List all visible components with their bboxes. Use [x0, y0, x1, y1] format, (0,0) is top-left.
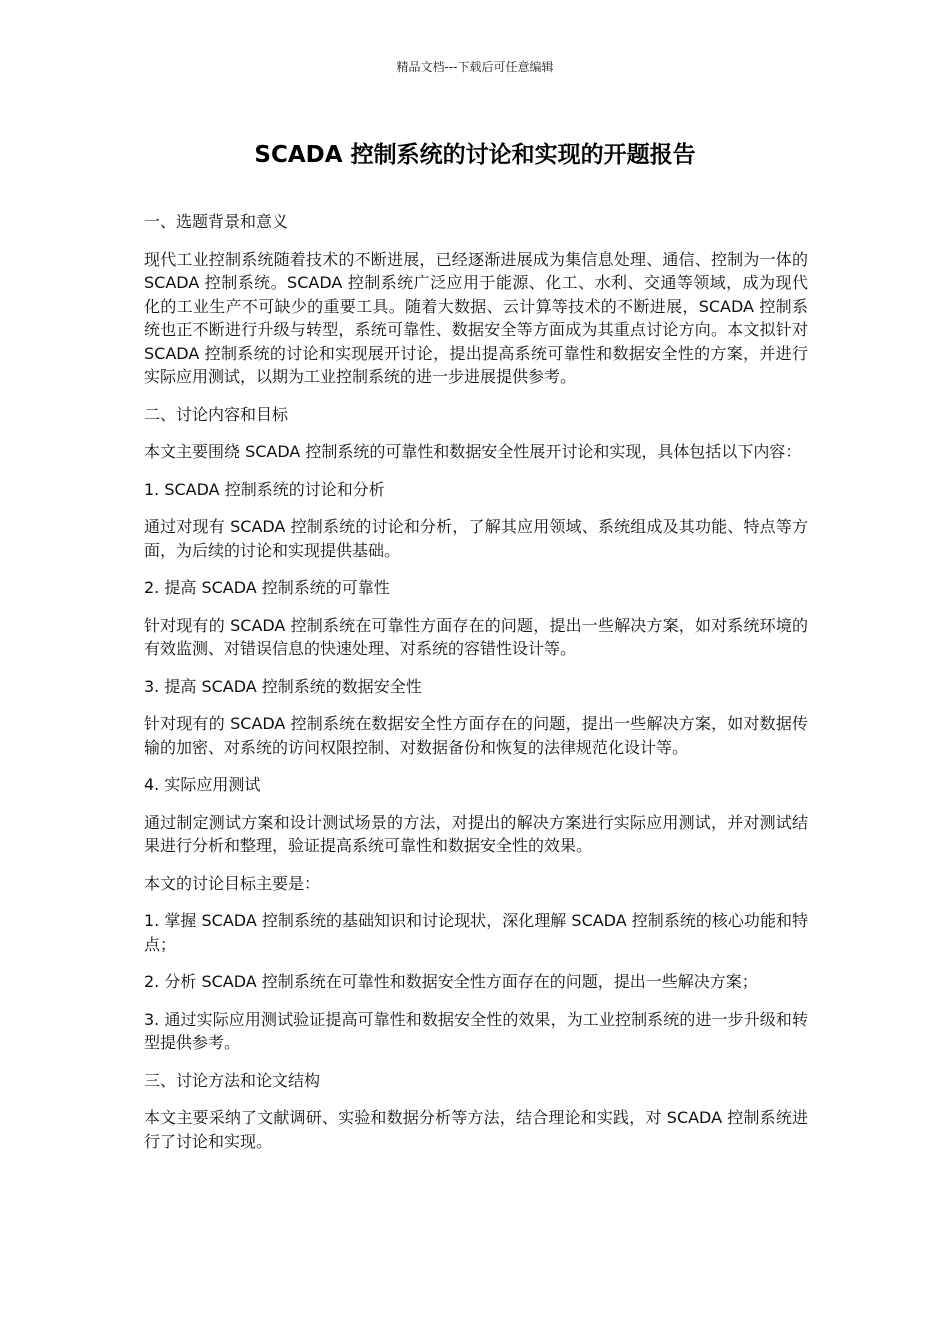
paragraph-background: 现代工业控制系统随着技术的不断进展，已经逐渐进展成为集信息处理、通信、控制为一体的 SCADA 控制系统。SCADA 控制系统广泛应用于能源、化工、水利、交通等领域，成为现代化的工业生产不可缺少的重要工具。随着大数据、云计算等技术的不断进展，SCADA 控制系统也正不断进行升级与转型，系统可靠性、数据安全等方面成为其重点讨论方向。本文拟针对 SCADA 控制系统的讨论和实现展开讨论，提出提高系统可靠性和数据安全性的方案，并进行实际应用测试，以期为工业控制系统的进一步进展提供参考。 [144, 249, 808, 386]
document-body [144, 210, 808, 1167]
header-note: 精品文档---下载后可任意编辑 [396, 60, 554, 74]
paragraph-analysis: 通过对现有 SCADA 控制系统的讨论和分析，了解其应用领域、系统组成及其功能、特点等方面，为后续的讨论和实现提供基础。 [144, 517, 808, 560]
section-heading-content-goals: 二、讨论内容和目标 [144, 404, 289, 424]
document-title: SCADA 控制系统的讨论和实现的开题报告 [254, 142, 696, 168]
section-heading-background: 一、选题背景和意义 [144, 212, 289, 231]
goal-item-3: 3. 通过实际应用测试验证提高可靠性和数据安全性的效果，为工业控制系统的进一步升级和转型提供参考。 [144, 1009, 808, 1052]
item-heading-testing: 4. 实际应用测试 [144, 775, 261, 794]
paragraph-testing: 通过制定测试方案和设计测试场景的方法，对提出的解决方案进行实际应用测试，并对测试结果进行分析和整理，验证提高系统可靠性和数据安全性的效果。 [144, 812, 808, 855]
goal-item-2: 2. 分析 SCADA 控制系统在可靠性和数据安全性方面存在的问题，提出一些解决方案； [144, 972, 758, 991]
paragraph-methods: 本文主要采纳了文献调研、实验和数据分析等方法，结合理论和实践，对 SCADA 控制系统进行了讨论和实现。 [144, 1108, 808, 1151]
item-heading-analysis: 1. SCADA 控制系统的讨论和分析 [144, 479, 385, 499]
paragraph-reliability: 针对现有的 SCADA 控制系统在可靠性方面存在的问题，提出一些解决方案，如对系统环境的有效监测、对错误信息的快速处理、对系统的容错性设计等。 [144, 615, 808, 658]
item-heading-data-security: 3. 提高 SCADA 控制系统的数据安全性 [144, 676, 422, 696]
section-heading-methods: 三、讨论方法和论文结构 [144, 1070, 321, 1090]
paragraph-content-intro: 本文主要围绕 SCADA 控制系统的可靠性和数据安全性展开讨论和实现，具体包括以下内容： [144, 442, 802, 461]
paragraph-goals-intro: 本文的讨论目标主要是： [144, 873, 321, 893]
goal-item-1: 1. 掌握 SCADA 控制系统的基础知识和讨论现状，深化理解 SCADA 控制系统的核心功能和特点； [144, 911, 808, 954]
paragraph-data-security: 针对现有的 SCADA 控制系统在数据安全性方面存在的问题，提出一些解决方案，如对数据传输的加密、对系统的访问权限控制、对数据备份和恢复的法律规范化设计等。 [144, 714, 808, 757]
item-heading-reliability: 2. 提高 SCADA 控制系统的可靠性 [144, 578, 390, 597]
